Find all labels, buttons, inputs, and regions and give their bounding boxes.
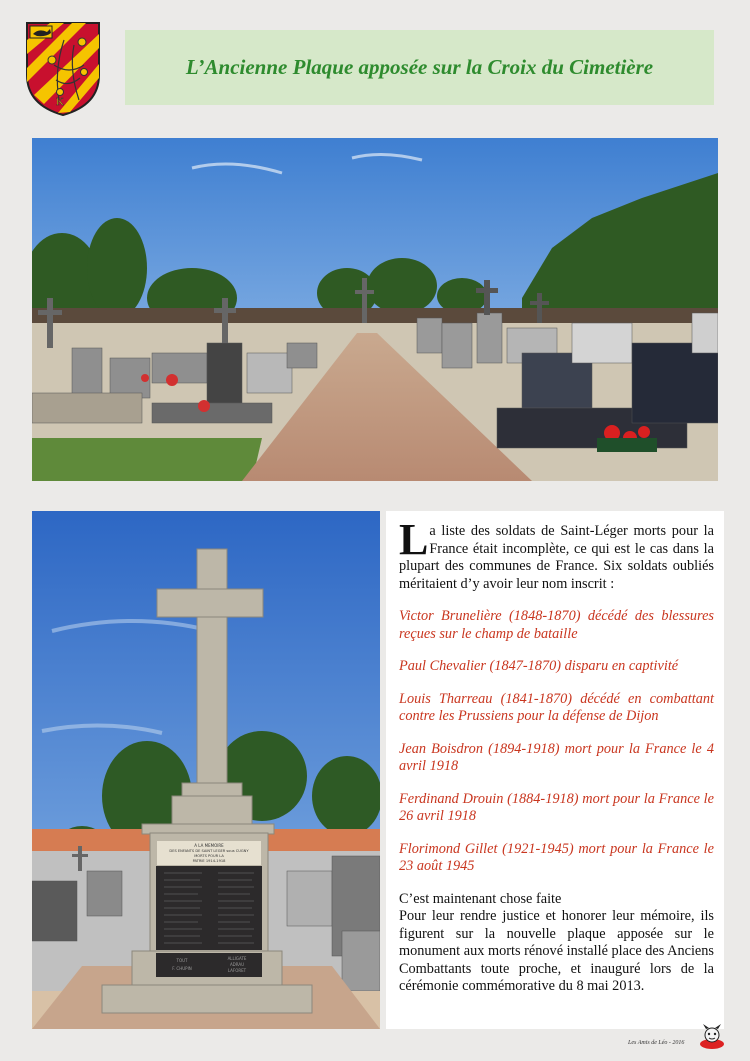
soldier-entry: Victor Brunelière (1848-1870) décédé des blessures reçues sur le champ de bataille: [399, 608, 714, 642]
text-panel: [386, 511, 724, 1029]
svg-text:K: K: [56, 96, 64, 108]
plaque-bottom-name-4: ADRAU: [229, 962, 245, 967]
soldier-entry: Paul Chevalier (1847-1870) disparu en captivité: [399, 658, 679, 674]
plaque-heading-2: DES ENFANTS DE SAINT LEGER sous CUGNY: [169, 849, 249, 853]
plaque-heading-3: MORTS POUR LA: [194, 854, 224, 858]
soldier-entry: Jean Boisdron (1894-1918) mort pour la France le 4 avril 1918: [399, 740, 714, 774]
mascot-icon: [697, 1023, 727, 1051]
soldier-entry: Florimond Gillet (1921-1945) mort pour la France le 23 août 1945: [399, 840, 714, 874]
closing-title: C’est maintenant chose faite: [399, 890, 562, 907]
plaque-bottom-name-2: F. CHUPIN: [172, 966, 192, 971]
plaque-heading-4: PATRIE 1914-1918: [192, 859, 226, 863]
plaque-bottom-name-3: ALLIGATE: [227, 956, 247, 961]
plaque-heading-1: A LA MEMOIRE: [194, 843, 224, 848]
soldier-entry: Ferdinand Drouin (1884-1918) mort pour la France le 26 avril 1918: [399, 790, 714, 824]
footer-credit: Les Amis de Léo - 2016: [628, 1040, 685, 1046]
soldier-entry: Louis Tharreau (1841-1870) décédé en combattant contre les Prussiens pour la défense de Dijon: [399, 690, 714, 724]
plaque-bottom-name-5: LAFORET: [227, 968, 247, 973]
plaque-bottom-name-1: TOUT: [176, 958, 188, 963]
intro-text: a liste des soldats de Saint-Léger morts pour la France était incomplète, ce qui est le cas dans la plupart des communes de France. Six soldats oubliés méritaient d’y avoir leur nom inscrit :: [399, 523, 714, 592]
intro-paragraph: [399, 515, 714, 593]
cemetery-cross-photo: [32, 511, 380, 1029]
title-banner: [125, 30, 714, 105]
cemetery-alley-photo: [32, 138, 718, 481]
drop-cap: L: [399, 515, 429, 564]
coat-of-arms-icon: [24, 20, 102, 118]
closing-paragraph: Pour leur rendre justice et honorer leur mémoire, ils figurent sur la nouvelle plaque apposée sur le monument aux morts rénové installé place des Anciens Combattants toute proche, et inauguré lors de la cérémonie commémorative du 8 mai 2013.: [399, 908, 714, 994]
page-title: L’Ancienne Plaque apposée sur la Croix du Cimetière: [185, 55, 654, 79]
